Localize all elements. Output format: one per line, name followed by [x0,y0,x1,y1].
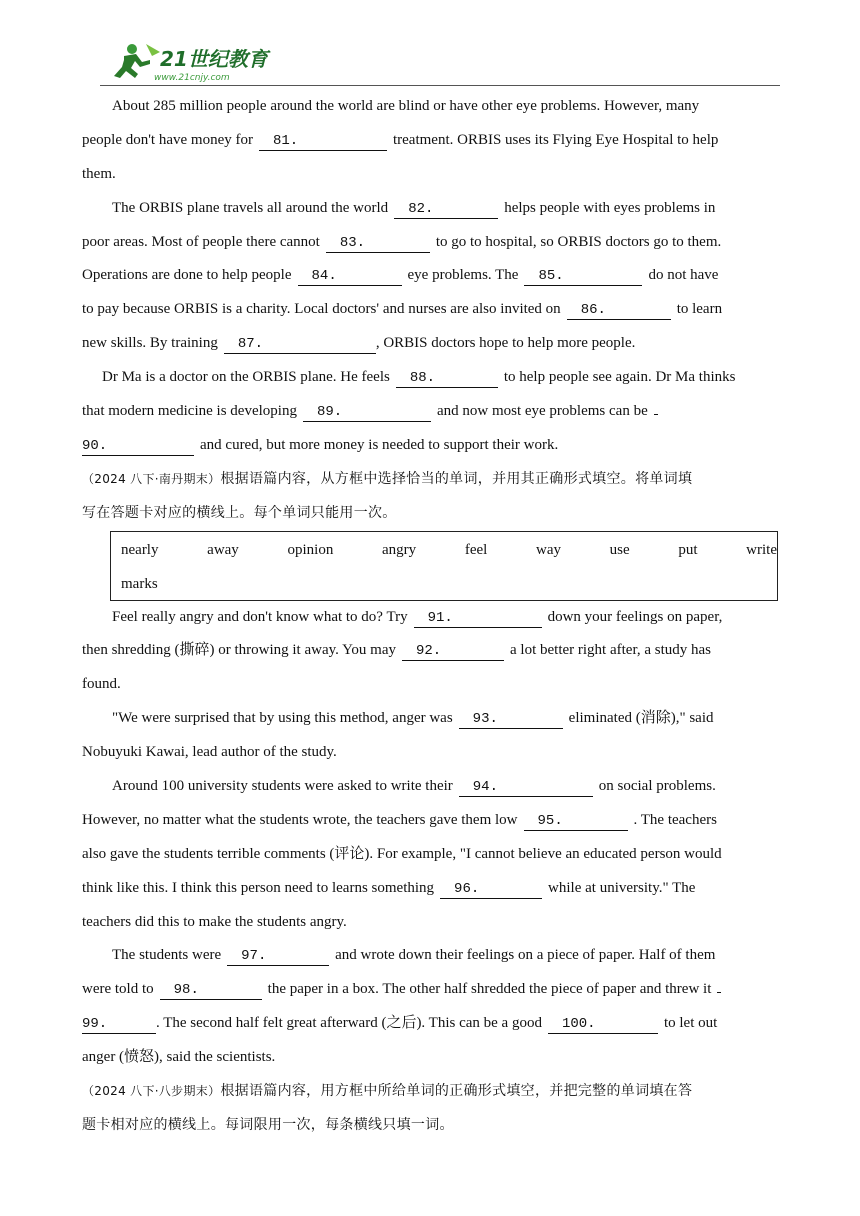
p2-line-10: teachers did this to make the students angry. [82,913,347,930]
logo-21cnjy [102,40,272,84]
p2-line-5: Nobuyuki Kawai, lead author of the study. [82,744,337,761]
blank-94[interactable]: 94. [459,778,593,797]
blank-95[interactable]: 95. [524,812,628,831]
svg-text:www.21cnjy.com: www.21cnjy.com [154,73,230,83]
p1-line-8: new skills. By training 87. , ORBIS doctors hope to help more people. [82,335,636,353]
blank-100[interactable]: 100. [548,1015,658,1034]
document-body [82,90,782,1143]
p2-line-9: think like this. I think this person need to learns something 96. while at university." The [82,879,696,897]
blank-81[interactable]: 81. [259,132,387,151]
word-option: angry [382,541,417,558]
p1-line-4: The ORBIS plane travels all around the world 82. helps people with eyes problems in [112,199,716,217]
blank-93[interactable]: 93. [459,710,563,729]
blank-91[interactable]: 91. [414,609,542,628]
p1-line-7: to pay because ORBIS is a charity. Local doctors' and nurses are also invited on 86. to learn [82,301,723,319]
blank-82[interactable]: 82. [394,200,498,219]
p2-line-7: However, no matter what the students wrote, the teachers gave them low 95. . The teachers [82,811,717,829]
blank-90-start[interactable] [654,396,658,415]
p2-line-1: Feel really angry and don't know what to do? Try 91. down your feelings on paper, [112,608,723,626]
word-option: use [609,541,630,558]
header-divider [100,85,780,86]
word-box-row [111,534,777,566]
p1-line-11: 90. and cured, but more money is needed to support their work. [82,436,559,454]
p2-line-12: were told to 98. the paper in a box. The other half shredded the piece of paper and threw it [82,973,782,1007]
p1-line-9: Dr Ma is a doctor on the ORBIS plane. He feels 88. to help people see again. Dr Ma thinks [102,369,736,387]
word-option: put [678,541,698,558]
p2-line-6: Around 100 university students were asked to write their 94. on social problems. [112,778,716,796]
page-header [100,40,780,88]
p1-line-3: them. [82,165,116,182]
blank-85[interactable]: 85. [524,267,642,286]
blank-97[interactable]: 97. [227,947,329,966]
p2-line-14: anger (愤怒), said the scientists. [82,1049,276,1066]
section2-instruction-2: 写在答题卡对应的横线上。每个单词只能用一次。 [82,504,397,521]
p1-line-6: Operations are done to help people 84. eye problems. The 85. do not have [82,267,719,285]
p2-line-3: found. [82,676,121,693]
blank-87[interactable]: 87. [224,335,376,354]
p1-line-2: people don't have money for 81. treatment. ORBIS uses its Flying Eye Hospital to help [82,131,719,149]
svg-text:21世纪教育: 21世纪教育 [160,47,268,71]
blank-96[interactable]: 96. [440,880,542,899]
word-option: away [207,541,239,558]
blank-92[interactable]: 92. [402,642,504,661]
blank-89[interactable]: 89. [303,403,431,422]
blank-98[interactable]: 98. [160,981,262,1000]
blank-88[interactable]: 88. [396,369,498,388]
section3-instruction-1: （2024 八下·八步期末）根据语篇内容，用方框中所给单词的正确形式填空，并把完整的单词填在答 [82,1083,693,1100]
p2-line-4: "We were surprised that by using this method, anger was 93. eliminated (消除)," said [112,710,714,728]
section2-instruction-1: （2024 八下·南丹期末）根据语篇内容，从方框中选择恰当的单词，并用其正确形式填空。将单词填 [82,470,693,487]
word-option: write [746,541,777,558]
p2-line-8: also gave the students terrible comments (评论). For example, "I cannot believe an educated person would [82,845,722,862]
word-option: feel [464,541,488,558]
blank-99-start[interactable] [717,974,721,993]
word-box [110,531,778,601]
p1-line-1: About 285 million people around the world are blind or have other eye problems. However, many [112,98,700,114]
p2-line-2: then shredding (撕碎) or throwing it away. You may 92. a lot better right after, a study has [82,642,711,660]
word-option: opinion [287,541,334,558]
word-option: nearly [121,541,159,558]
p1-line-5: poor areas. Most of people there cannot 83. to go to hospital, so ORBIS doctors go to them. [82,233,722,251]
word-option: marks [121,575,158,592]
blank-99[interactable]: 99. [82,1015,156,1034]
p2-line-13: 99. . The second half felt great afterward (之后). This can be a good 100. to let out [82,1015,718,1033]
blank-90[interactable]: 90. [82,437,194,456]
p1-line-10: that modern medicine is developing 89. and now most eye problems can be [82,395,782,429]
blank-84[interactable]: 84. [298,267,402,286]
section3-instruction-2: 题卡相对应的横线上。每词限用一次，每条横线只填一词。 [82,1116,454,1133]
word-option: way [535,541,561,558]
blank-83[interactable]: 83. [326,234,430,253]
p2-line-11: The students were 97. and wrote down their feelings on a piece of paper. Half of them [112,947,716,965]
blank-86[interactable]: 86. [567,301,671,320]
